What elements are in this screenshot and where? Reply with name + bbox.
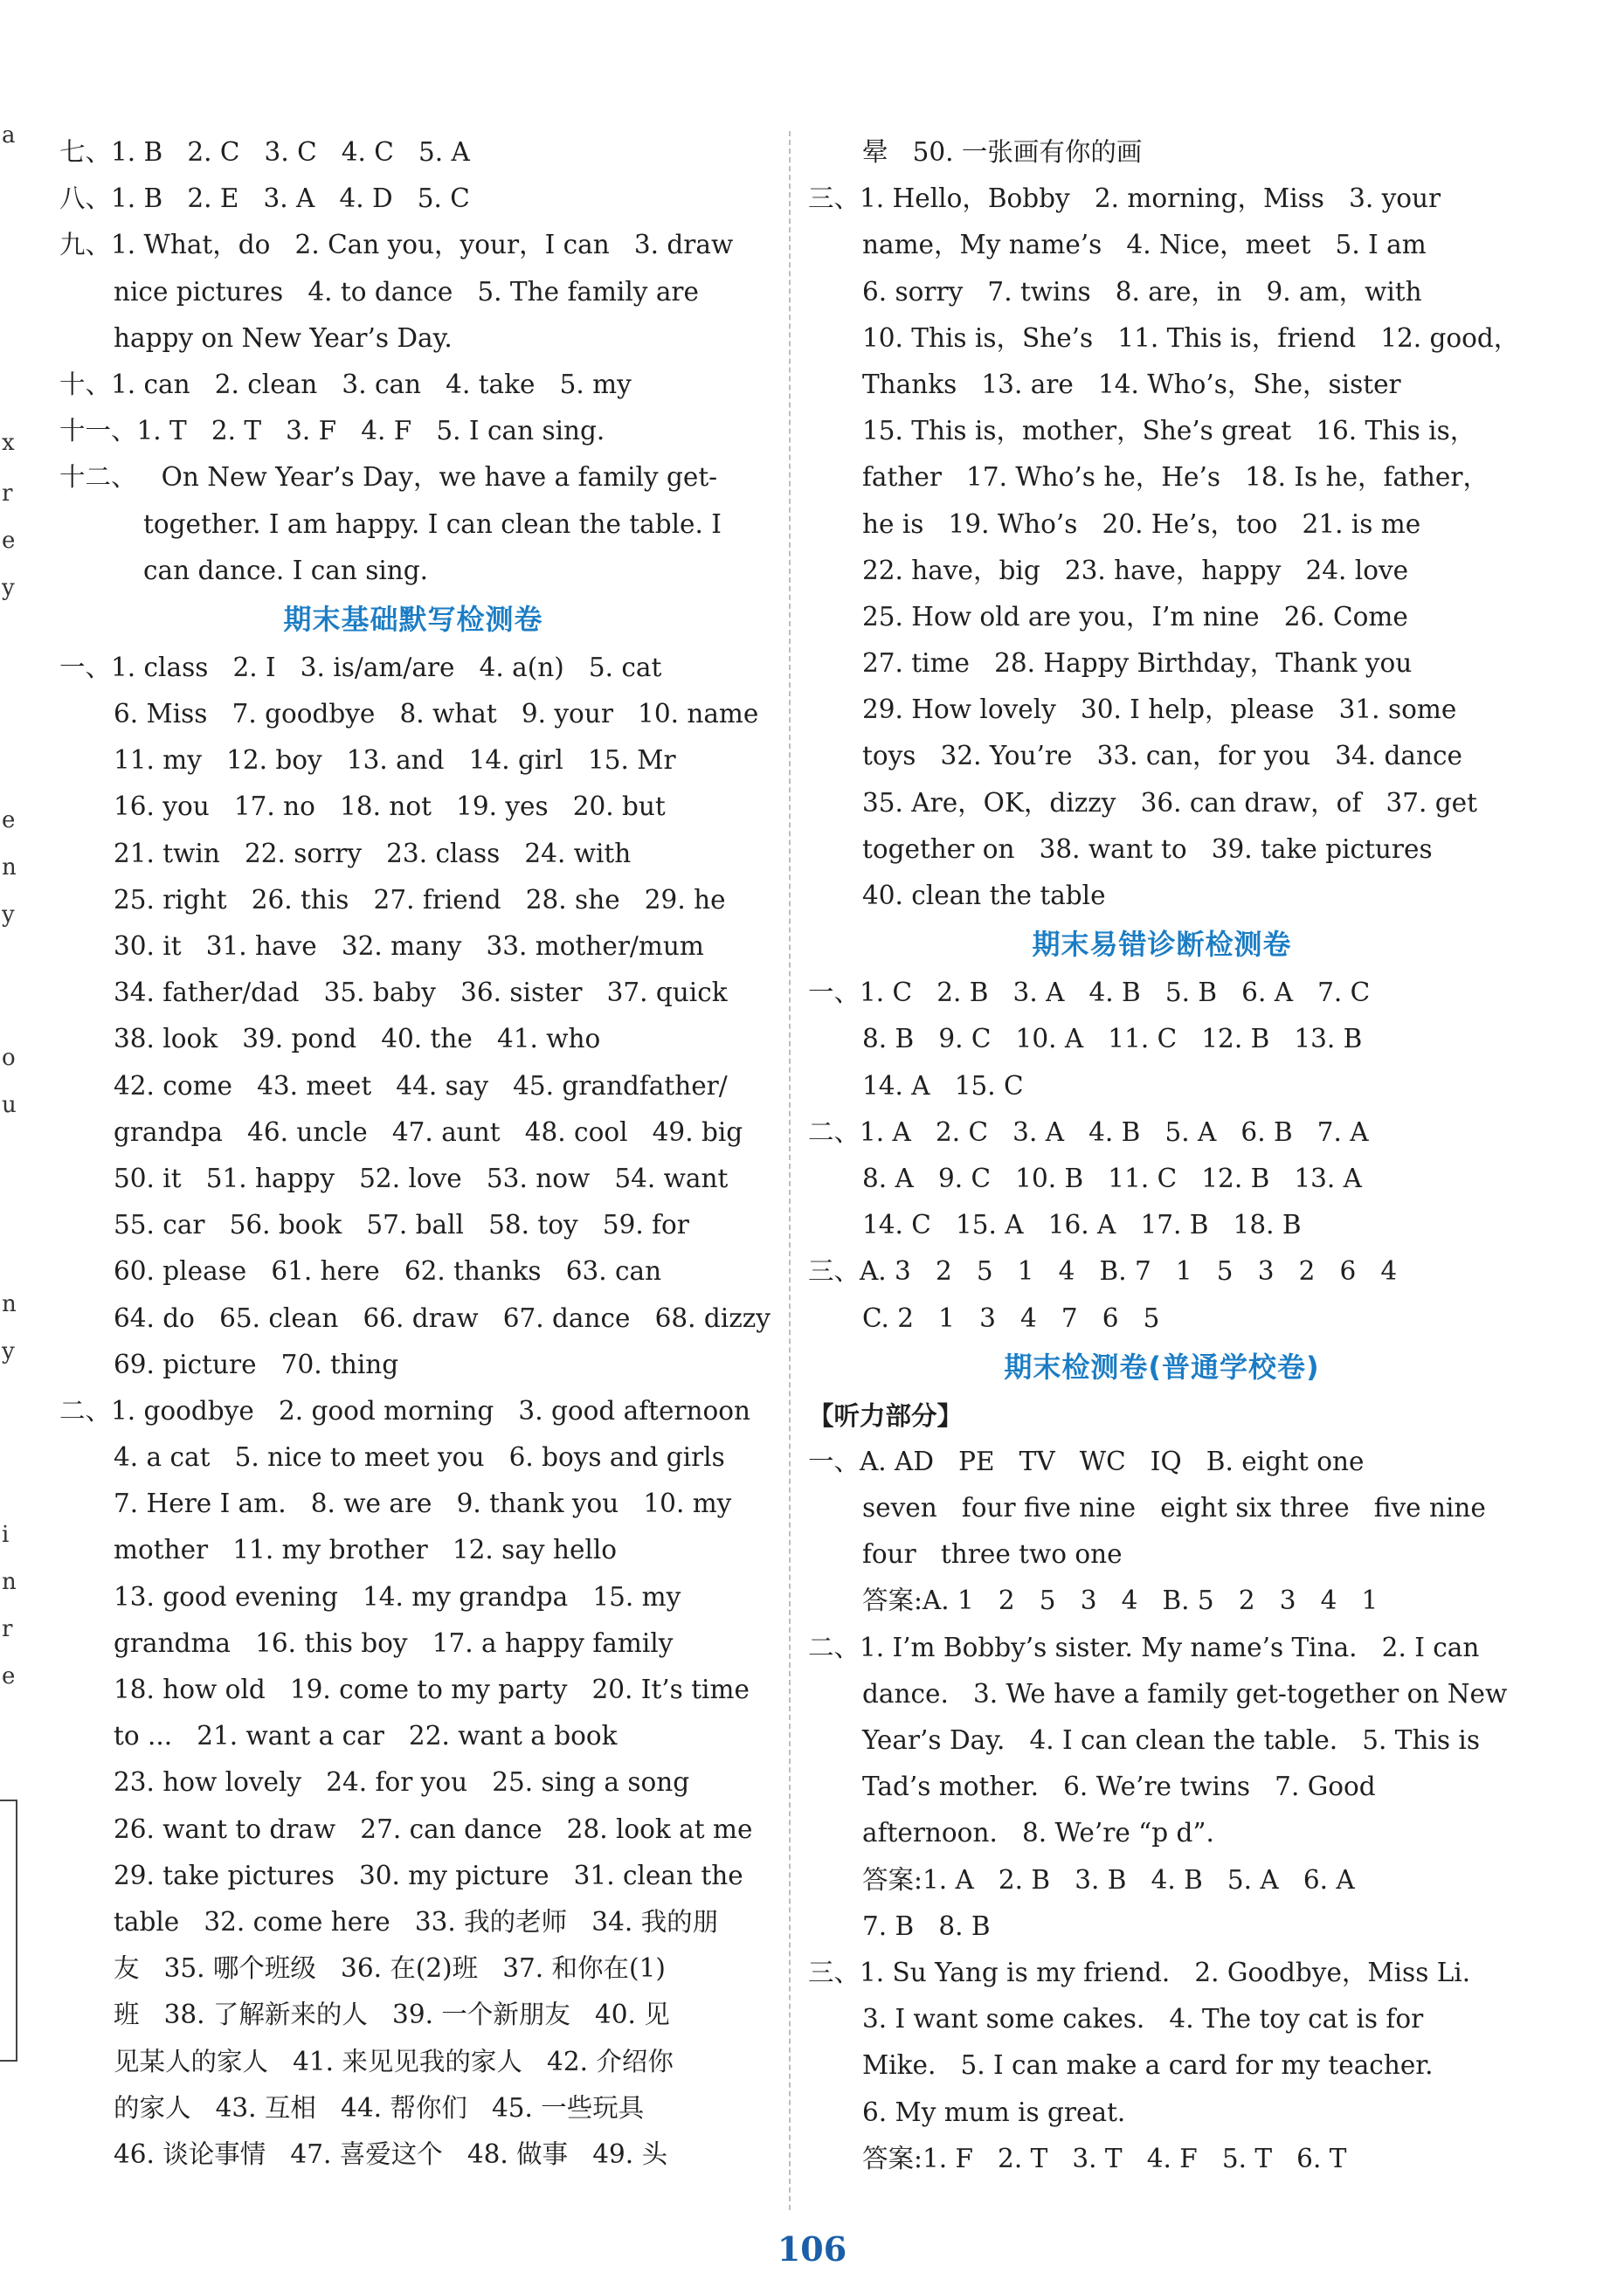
column-divider <box>789 131 791 2210</box>
answer-line: 25. How old are you，I’m nine 26. Come <box>862 601 1408 632</box>
answer-line: can dance. I can sing. <box>143 555 429 585</box>
answer-line: Mike. 5. I can make a card for my teacher. <box>862 2050 1434 2081</box>
answer-line: 18. how old 19. come to my party 20. It’s time <box>114 1675 750 1704</box>
answer-line: 46. 谈论事情 47. 喜爱这个 48. 做事 49. 头 <box>114 2138 668 2169</box>
answer-line: 十一、1. T 2. T 3. F 4. F 5. I can sing. <box>59 416 605 446</box>
answer-line: 九、1. What，do 2. Can you，your，I can 3. draw <box>59 230 734 260</box>
answer-line: 10. This is，She’s 11. This is，friend 12. good， <box>862 322 1520 353</box>
answer-line: mother 11. my brother 12. say hello <box>114 1535 618 1565</box>
answer-line: 26. want to draw 27. can dance 28. look at me <box>114 1814 753 1844</box>
answer-line: 答案:A. 1 2 5 3 4 B. 5 2 3 4 1 <box>862 1586 1379 1616</box>
answer-line: seven four five nine eight six three five nine <box>862 1493 1486 1523</box>
answer-line: 55. car 56. book 57. ball 58. toy 59. for <box>114 1210 689 1240</box>
right-column <box>808 0 1520 2182</box>
answer-line: 十二、 On New Year’s Day，we have a family get- <box>59 462 718 493</box>
answer-line: 4. a cat 5. nice to meet you 6. boys and girls <box>114 1442 725 1473</box>
answer-line: 见某人的家人 41. 来见见我的家人 42. 介绍你 <box>114 2046 674 2076</box>
answer-line: 13. good evening 14. my grandpa 15. my <box>114 1581 681 1612</box>
answer-line: grandpa 46. uncle 47. aunt 48. cool 49. big <box>114 1116 743 1147</box>
answer-line: 一、A. AD PE TV WC IQ B. eight one <box>808 1446 1365 1476</box>
answer-line: 答案:1. A 2. B 3. B 4. B 5. A 6. A <box>862 1864 1355 1895</box>
answer-line: together on 38. want to 39. take pictures <box>862 833 1433 864</box>
answer-line: dance. 3. We have a family get-together on New <box>862 1678 1508 1709</box>
answer-line: 二、1. A 2. C 3. A 4. B 5. A 6. B 7. A <box>808 1116 1369 1147</box>
margin-fragment: e <box>2 528 16 554</box>
answer-line: 友 35. 哪个班级 36. 在(2)班 37. 和你在(1) <box>114 1953 666 1984</box>
margin-fragment: y <box>2 902 15 928</box>
margin-fragment: r <box>2 480 13 507</box>
answer-line: 23. how lovely 24. for you 25. sing a song <box>114 1767 690 1798</box>
answer-line: 25. right 26. this 27. friend 28. she 29. he <box>114 884 726 915</box>
answer-line: 6. Miss 7. goodbye 8. what 9. your 10. name <box>114 699 759 729</box>
answer-line: 班 38. 了解新来的人 39. 一个新朋友 40. 见 <box>114 2000 670 2030</box>
answer-line: 8. A 9. C 10. B 11. C 12. B 13. A <box>862 1163 1362 1193</box>
section-heading: 期末检测卷(普通学校卷) <box>1004 1350 1320 1384</box>
answer-line: 64. do 65. clean 66. draw 67. dance 68. dizzy <box>114 1302 771 1333</box>
margin-fragment: i <box>2 1522 10 1548</box>
margin-fragment: a <box>2 122 16 149</box>
answer-line: nice pictures 4. to dance 5. The family are <box>114 276 699 307</box>
answer-line: 晕 50. 一张画有你的画 <box>862 137 1143 167</box>
answer-line: 35. Are，OK，dizzy 36. can draw，of 37. get <box>862 787 1477 818</box>
answer-line: 14. C 15. A 16. A 17. B 18. B <box>862 1210 1302 1240</box>
answer-line: 14. A 15. C <box>862 1070 1024 1101</box>
answer-line: 一、1. C 2. B 3. A 4. B 5. B 6. A 7. C <box>808 978 1371 1008</box>
answer-line: 11. my 12. boy 13. and 14. girl 15. Mr <box>114 745 676 776</box>
answer-line: 3. I want some cakes. 4. The toy cat is for <box>862 2004 1424 2035</box>
answer-line: 二、1. I’m Bobby’s sister. My name’s Tina. 2. I can <box>808 1632 1480 1662</box>
answer-line: 30. it 31. have 32. many 33. mother/mum <box>114 931 704 961</box>
section-heading: 期末基础默写检测卷 <box>283 602 543 636</box>
margin-fragment: e <box>2 1663 16 1689</box>
answer-line: table 32. come here 33. 我的老师 34. 我的朋 <box>114 1906 719 1937</box>
answer-line: C. 2 1 3 4 7 6 5 <box>862 1302 1160 1333</box>
margin-fragment: o <box>2 1045 16 1071</box>
margin-fragment: e <box>2 807 16 833</box>
answer-line: 一、1. class 2. I 3. is/am/are 4. a(n) 5. cat <box>59 652 662 682</box>
answer-line: 三、A. 3 2 5 1 4 B. 7 1 5 3 2 6 4 <box>808 1256 1398 1287</box>
margin-fragment: n <box>2 1291 17 1317</box>
answer-line: together. I am happy. I can clean the table. I <box>143 508 722 539</box>
answer-line: 三、1. Hello，Bobby 2. morning，Miss 3. your <box>808 183 1441 214</box>
margin-fragment: u <box>2 1092 17 1118</box>
answer-line: 22. have，big 23. have，happy 24. love <box>862 555 1409 585</box>
margin-fragment: n <box>2 854 17 881</box>
answer-line: 34. father/dad 35. baby 36. sister 37. quick <box>114 978 728 1008</box>
margin-fragment: r <box>2 1616 13 1642</box>
answer-line: 的家人 43. 互相 44. 帮你们 45. 一些玩具 <box>114 2092 645 2123</box>
section-heading: 期末易错诊断检测卷 <box>1032 928 1292 962</box>
answer-line: 8. B 9. C 10. A 11. C 12. B 13. B <box>862 1024 1363 1054</box>
answer-line: 69. picture 70. thing <box>114 1349 399 1379</box>
answer-line: happy on New Year’s Day. <box>114 322 453 353</box>
answer-line: 7. B 8. B <box>862 1910 991 1941</box>
margin-fragment: y <box>2 1338 15 1364</box>
answer-line: 40. clean the table <box>862 881 1106 910</box>
answer-line: 三、1. Su Yang is my friend. 2. Goodbye，Miss Li. <box>808 1957 1471 1987</box>
answer-line: 21. twin 22. sorry 23. class 24. with <box>114 838 632 868</box>
answer-line: 50. it 51. happy 52. love 53. now 54. want <box>114 1163 729 1193</box>
margin-fragment: x <box>2 430 15 456</box>
answer-line: four three two one <box>862 1539 1123 1570</box>
answer-line: 6. My mum is great. <box>862 2097 1126 2127</box>
answer-line: grandma 16. this boy 17. a happy family <box>114 1627 674 1658</box>
answer-line: he is 19. Who’s 20. He’s，too 21. is me <box>862 508 1421 539</box>
margin-bracket <box>0 1800 17 2062</box>
answer-line: toys 32. You’re 33. can，for you 34. dance <box>862 741 1462 771</box>
answer-line: Tad’s mother. 6. We’re twins 7. Good <box>862 1772 1376 1802</box>
answer-line: 16. you 17. no 18. not 19. yes 20. but <box>114 791 666 822</box>
answer-line: 27. time 28. Happy Birthday，Thank you <box>862 648 1413 679</box>
answer-line: 42. come 43. meet 44. say 45. grandfather/ <box>114 1070 728 1101</box>
answer-line: 6. sorry 7. twins 8. are，in 9. am，with <box>862 276 1422 307</box>
answer-line: 二、1. goodbye 2. good morning 3. good afternoon <box>59 1395 751 1426</box>
margin-fragment: y <box>2 575 15 601</box>
answer-line: Year’s Day. 4. I can clean the table. 5. This is <box>862 1725 1481 1755</box>
margin-fragment: n <box>2 1569 17 1595</box>
answer-line: 29. How lovely 30. I help，please 31. some <box>862 694 1457 725</box>
answer-line: 七、1. B 2. C 3. C 4. C 5. A <box>59 137 470 167</box>
answer-line: 15. This is，mother，She’s great 16. This is， <box>862 416 1476 446</box>
answer-line: 八、1. B 2. E 3. A 4. D 5. C <box>59 183 470 214</box>
page-number: 106 <box>777 2229 847 2269</box>
answer-line: 29. take pictures 30. my picture 31. clean the <box>114 1860 743 1890</box>
answer-line: afternoon. 8. We’re “p d”. <box>862 1818 1214 1848</box>
answer-line: 答案:1. F 2. T 3. T 4. F 5. T 6. T <box>862 2143 1347 2173</box>
answer-line: name，My name’s 4. Nice，meet 5. I am <box>862 230 1427 260</box>
answer-line: 7. Here I am. 8. we are 9. thank you 10. my <box>114 1489 732 1519</box>
answer-line: 38. look 39. pond 40. the 41. who <box>114 1024 601 1054</box>
section-label: 【听力部分】 <box>808 1399 964 1431</box>
answer-line: 十、1. can 2. clean 3. can 4. take 5. my <box>59 369 632 399</box>
answer-line: to ... 21. want a car 22. want a book <box>114 1721 618 1751</box>
answer-line: 60. please 61. here 62. thanks 63. can <box>114 1256 662 1287</box>
left-column <box>59 0 771 2178</box>
answer-line: father 17. Who’s he，He’s 18. Is he，father， <box>862 462 1489 493</box>
answer-line: Thanks 13. are 14. Who’s，She，sister <box>862 369 1401 399</box>
